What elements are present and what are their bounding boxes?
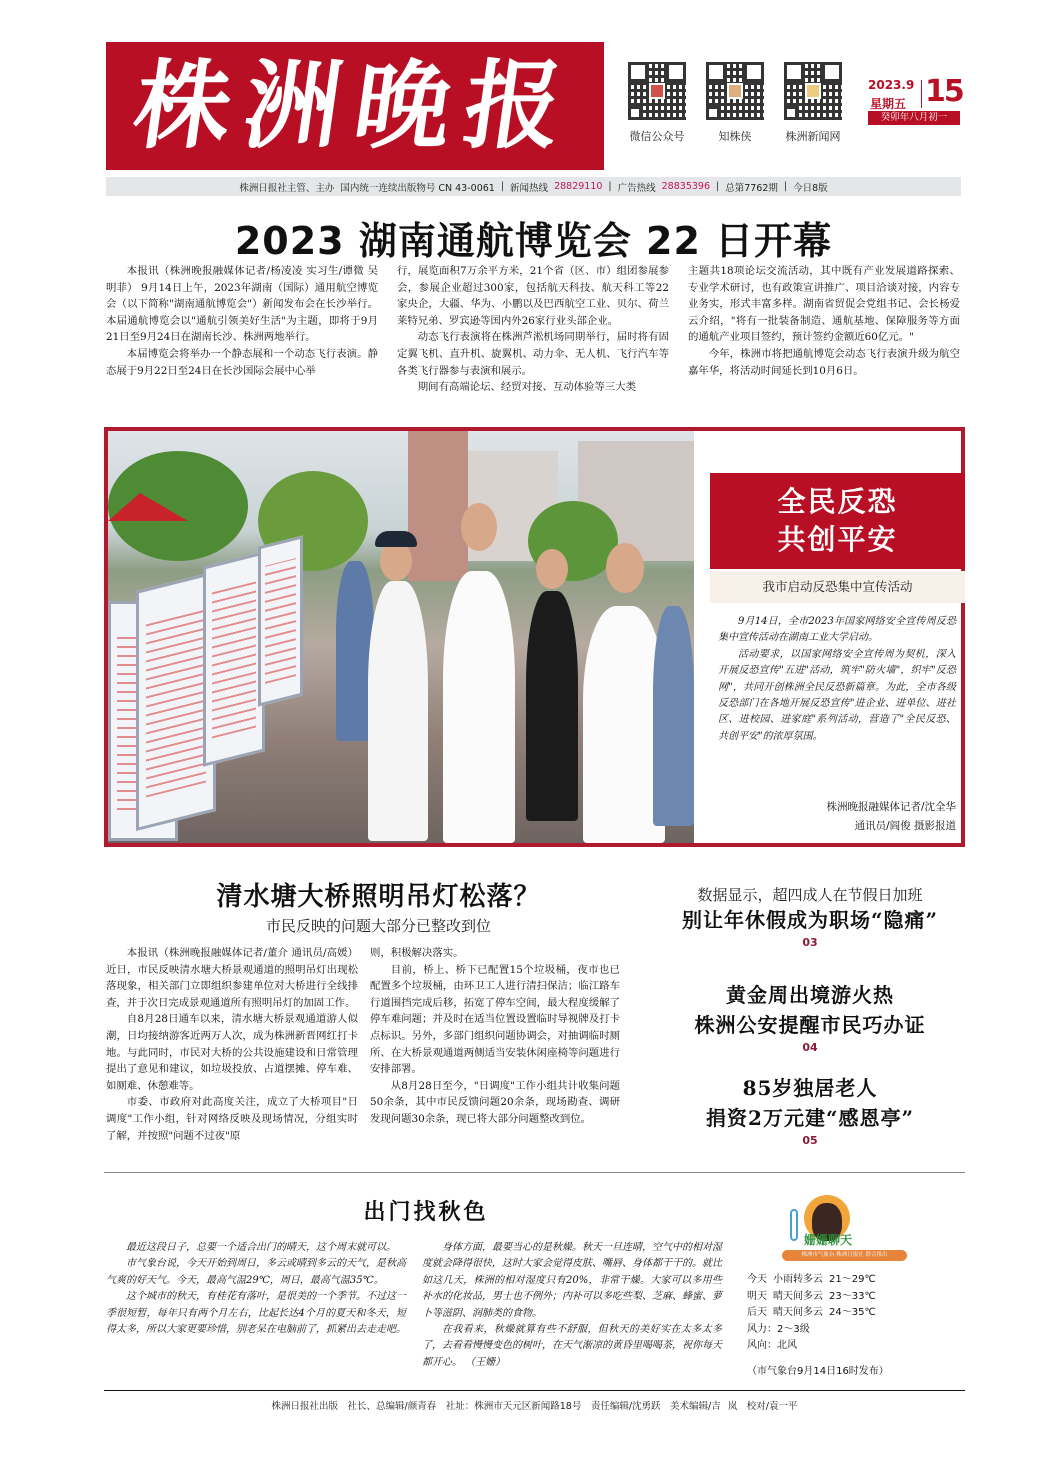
weather-column-logo — [782, 1195, 907, 1263]
issn: 国内统一连续出版物号 CN 43-0061 — [340, 182, 495, 194]
qr-label: 微信公众号 — [629, 130, 685, 143]
date-weekday: 星期五 — [870, 97, 907, 111]
teaser-title: 别让年休假成为职场“隐痛” — [681, 908, 938, 932]
weather-banner: 株洲市气象台·株洲日报社 联合推出 — [782, 1250, 907, 1261]
forecast-temp: 21～29℃ — [829, 1274, 876, 1285]
forecast-day-after — [747, 1305, 876, 1322]
feature-block — [104, 427, 965, 847]
qr-zhizhuxia[interactable] — [706, 62, 764, 144]
divider: | — [716, 181, 720, 192]
footer-divider — [104, 1390, 965, 1391]
autumn-story-col-1 — [106, 1240, 406, 1338]
qr-code-icon — [628, 62, 686, 120]
qr-zhuzhou-news[interactable] — [784, 62, 842, 144]
forecast-desc: 小雨转多云 — [773, 1274, 823, 1285]
paragraph: 本报讯（株洲晚报融媒体记者/董介 通讯员/高媛） 近日，市民反映清水塘大桥景观通道的照明吊灯出现松落现象，相关部门立即组织参建单位对大桥进行全线排查，并于次日完成景观通道所有照明吊灯的加固工作。 — [106, 947, 358, 1009]
date-divider — [921, 80, 922, 108]
forecast-day: 后天 — [747, 1307, 767, 1318]
feature-subtitle: 我市启动反恐集中宣传活动 — [710, 571, 965, 603]
paragraph: 市气象台说，今天开始到周日，多云或晴到多云的天气，是秋高气爽的好天气。今天，最高气温29℃，周日，最高气温35℃。 — [106, 1258, 406, 1286]
paragraph: 期间有高端论坛、经贸对接、互动体验等三大类 — [417, 381, 636, 394]
feature-photo[interactable] — [108, 431, 694, 843]
newspaper-title: 株洲晚报 — [127, 49, 584, 162]
lead-headline[interactable]: 2023 湖南通航博览会 22 日开幕 — [234, 219, 833, 263]
newspaper-logo — [106, 42, 604, 170]
paragraph: 9月14日，全市2023年国家网络安全宣传周反恐集中宣传活动在湖南工业大学启动。 — [718, 616, 956, 644]
date-year-month: 2023.9 — [868, 78, 915, 92]
forecast-desc: 晴天间多云 — [773, 1307, 823, 1318]
paragraph: 最近这段日子，总要一个适合出门的晴天，这个周末就可以。 — [126, 1242, 396, 1253]
paragraph: 自8月28日通车以来，清水塘大桥景观通道游人似潮，日均接纳游客近两万人次，成为株洲新晋网红打卡地。与此同时，市民对大桥的公共设施建设和日常管理提出了意见和建议，如垃圾投放、占道摆摊、停车难、如厕难、休憩难等。 — [106, 1013, 358, 1092]
date-lunar: 癸卯年八月初一 — [868, 111, 960, 125]
forecast-day: 今天 — [747, 1274, 767, 1285]
teaser-page-05[interactable] — [652, 1073, 968, 1147]
teaser-page-number: 05 — [802, 1134, 818, 1147]
wind-force: 风力：2～3级 — [747, 1323, 810, 1335]
ad-hotline: 28835396 — [661, 181, 710, 192]
paragraph: 主题共18项论坛交流活动，其中既有产业发展道路探索、专业学术研讨，也有政策宣讲推广、项目洽谈对接，内容专业务实，形式丰富多样。湖南省贸促会党组书记、会长杨爱云介绍，"将有一批装备制造、通航基地、保障服务等方面的通航产业项目签约，预计签约金额近60亿元。" — [688, 265, 960, 344]
paragraph: 行，展览面积7万余平方米，21个省（区、市）组团参展参会，参展企业超过300家，包括航天科技、航天科工等22家央企，大疆、华为、小鹏以及巴西航空工业、贝尔、荷兰莱特兄弟、罗宾逊等国内外26家行业头部企业。 — [397, 265, 669, 327]
paragraph: 动态飞行表演将在株洲芦淞机场同期举行，届时将有固定翼飞机、直升机、旋翼机、动力伞、无人机、飞行汽车等各类飞行器参与表演和展示。 — [397, 331, 669, 377]
paragraph: 在我看来，秋燥就算有些不舒服，但秋天的美好实在太多太多了，去看看慢慢变色的树叶，在天气渐凉的黄昏里喝喝茶，祝你每天都开心。 （王姗） — [422, 1324, 722, 1368]
issue-number: 总第7762期 — [725, 182, 778, 194]
section-divider — [104, 1172, 965, 1173]
feature-credit-reporter: 株洲晚报融媒体记者/沈全华 — [826, 801, 956, 813]
weather-brand: 姗姗聊天 — [804, 1233, 853, 1247]
qr-label: 知株侠 — [718, 130, 752, 143]
forecast-temp: 24～35℃ — [829, 1307, 876, 1318]
feature-title-line-2: 共创平安 — [777, 523, 898, 556]
news-hotline-label: 新闻热线 — [510, 182, 549, 194]
qr-label: 株洲新闻网 — [785, 130, 841, 143]
bridge-headline[interactable]: 清水塘大桥照明吊灯松落？ — [216, 882, 541, 912]
paragraph: 本报讯（株洲晚报融媒体记者/杨凌凌 实习生/谭微 吴明菲） 9月14日上午，2023年湖南（国际）通用航空博览会（以下简称"湖南通航博览会"）新闻发布会在长沙举行。本届通航博览会以"通航引领美好生活"为主题，即将于9月21日至9月24日在湖南长沙、株洲两地举行。 — [106, 265, 378, 344]
teaser-page-03[interactable] — [652, 884, 968, 949]
teaser-title-line-1: 85岁独居老人 — [742, 1076, 878, 1100]
forecast-tomorrow — [747, 1289, 876, 1306]
qr-code-icon — [706, 62, 764, 120]
forecast-desc: 晴天间多云 — [773, 1290, 823, 1302]
paragraph: 市委、市政府对此高度关注，成立了大桥项目"日调度"工作小组，针对网络反映及现场情况，分组实时了解，并按照"问题不过夜"原 — [106, 1096, 358, 1142]
paragraph: 活动要求，以国家网络安全宣传周为契机，深入开展反恐宣传"五进"活动，筑牢"防火墙"，织牢"反恐网"，共同开创株洲全民反恐新篇章。为此，全市各级反恐部门在各地开展反恐宣传"进企业、进单位、进社区、进校园、进家庭"系列活动，营造了"全民反恐、共创平安"的浓厚氛围。 — [718, 648, 956, 742]
teaser-page-04[interactable] — [652, 980, 968, 1054]
divider: | — [500, 181, 505, 192]
paragraph: 则，积极解决落实。 — [370, 947, 464, 959]
lead-story-col-2 — [397, 263, 669, 396]
weather-forecast — [747, 1272, 876, 1355]
weather-issue-note: （市气象台9月14日16时发布） — [747, 1366, 889, 1377]
forecast-temp: 23～33℃ — [829, 1290, 876, 1302]
teaser-title-line-2: 捐资2万元建“感恩亭” — [706, 1106, 914, 1130]
divider: | — [783, 181, 788, 192]
forecast-today — [747, 1272, 876, 1289]
bridge-story-col-1 — [106, 945, 358, 1144]
forecast-day: 明天 — [747, 1290, 767, 1302]
teaser-title-line-2: 株洲公安提醒市民巧办证 — [694, 1013, 926, 1037]
issue-date — [868, 74, 963, 128]
lead-story-col-1 — [106, 263, 378, 379]
feature-title[interactable] — [710, 473, 965, 569]
ad-hotline-label: 广告热线 — [617, 182, 656, 194]
qr-code-icon — [784, 62, 842, 120]
paragraph: 这个城市的秋天，有桂花有落叶，是很美的一个季节。不过这一季很短暂，每年只有两个月左右，比起长达4个月的夏天和冬天，短得太多，所以大家更要珍惜，别老呆在电脑前了，抓紧出去走走吧。 — [106, 1291, 406, 1336]
paragraph: 今年，株洲市将把通航博览会动态飞行表演升级为航空嘉年华，将活动时间延长到10月6日。 — [688, 347, 960, 377]
paragraph: 本届博览会将举办一个静态展和一个动态飞行表演。静态展于9月22日至24日在长沙国际会展中心举 — [106, 347, 378, 377]
paragraph: 身体方面，最要当心的是秋燥。秋天一旦连晴，空气中的相对湿度就会降得很快，这时大家会觉得皮肤、嘴唇、身体都干干的。就比如这几天，株洲的相对湿度只有20%，非常干燥。大家可以多用些补水的化妆品，男士也不例外；内补可以多吃些梨、芝麻、蜂蜜、萝卜等滋阴、润肺类的食物。 — [422, 1242, 722, 1319]
thermometer-icon — [790, 1209, 798, 1241]
lead-story-col-3 — [688, 263, 960, 379]
paragraph: 目前，桥上、桥下已配置15个垃圾桶，夜市也已配置多个垃圾桶，由环卫工人进行清扫保洁；临江路车行道围挡完成后移，拓宽了停车空间，最大程度缓解了停车难问题；并及时在适当位置设置临时导视牌及打卡点标识。另外，多部门组织问题协调会，对抽调临时厕所、在大桥景观通道两侧适当安装休闲座椅等问题进行安排部署。 — [370, 963, 620, 1076]
teaser-kicker: 数据显示，超四成人在节假日加班 — [697, 886, 923, 904]
news-hotline: 28829110 — [554, 181, 603, 192]
teaser-title-line-1: 黄金周出境游火热 — [726, 983, 894, 1007]
wind-direction: 风向：北风 — [747, 1340, 797, 1351]
teaser-page-number: 04 — [802, 1041, 818, 1054]
publisher: 株洲日报社主管、主办 — [239, 182, 335, 194]
date-day: 15 — [925, 74, 963, 109]
bridge-subheadline: 市民反映的问题大部分已整改到位 — [265, 917, 491, 935]
autumn-headline[interactable]: 出门找秋色 — [363, 1199, 489, 1225]
qr-wechat[interactable] — [628, 62, 686, 144]
paragraph: 从8月28日至今，"日调度"工作小组共计收集问题50余条，其中市民反馈问题20余条，现场勘查、调研发现问题30余条，现已将大部分问题整改到位。 — [370, 1079, 620, 1125]
feature-credit-photographer: 通讯员/阎俊 摄影报道 — [854, 820, 956, 832]
bridge-story-col-2 — [370, 945, 620, 1128]
autumn-story-col-2 — [422, 1240, 722, 1371]
teaser-page-number: 03 — [802, 936, 818, 949]
feature-title-line-1: 全民反恐 — [777, 485, 898, 518]
divider: | — [608, 181, 612, 192]
info-bar — [106, 177, 961, 196]
footer-imprint: 株洲日报社出版 社长、总编辑/颜青春 社址：株洲市天元区新闻路18号 责任编辑/沈勇跃 美术编辑/吉 岚 校对/袁一平 — [271, 1401, 798, 1412]
page-count: 今日8版 — [793, 182, 828, 194]
feature-body — [718, 614, 956, 745]
